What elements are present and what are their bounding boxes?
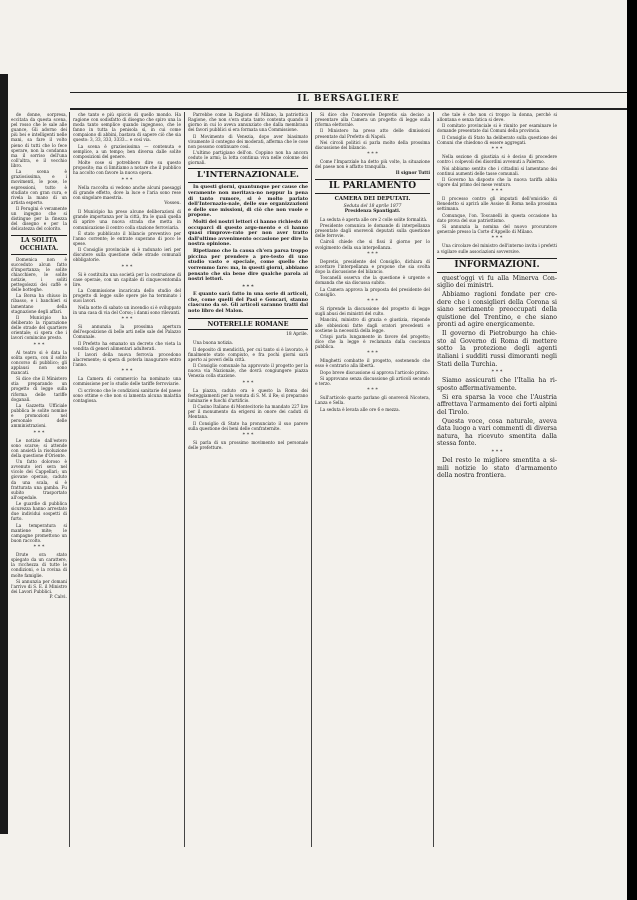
paragraph: In questi giorni, quantunque per cause che veramente non meritava-no neppur la pena di tanto rumore, si è molto parlato dell'Internazio-nale, delle sue organizzazioni e delle sue missioni, di ciò che non vuole e propone.: [188, 185, 308, 219]
paragraph: È stato pubblicato il bilancio preventivo per l'anno corrente; le entrate superano di poco le spese.: [73, 230, 181, 246]
paragraph: Si annunzia la nomina del nuovo procuratore generale presso la Corte d'Appello di Milano.: [437, 224, 557, 235]
column-1-block-2: [11, 257, 67, 458]
column-2-block-1: [73, 112, 181, 200]
column-1-block-3: [11, 459, 67, 594]
asterism-separator: * * *: [242, 283, 254, 290]
asterism-separator: * * *: [367, 151, 378, 158]
asterism-separator: * * *: [367, 250, 378, 257]
paragraph: Il Consiglio comunale ha approvato il progetto per la nuova via Nazionale, che dovrà congiungere piazza Venezia colla stazione.: [188, 363, 308, 379]
column-3: [188, 112, 308, 847]
paragraph: La scena è graziosissima — contenuta e semplice, a un tempo; ben diversa dalle solite composizioni del genere.: [73, 143, 181, 159]
paragraph: Ripetiamo che la causa ch'era parsa troppo piccina per prendere a pre-testo di uno studio vasto e speciale, come quello che vorremmo fare: ma, in questi giorni, abbiamo pensato che sia bene dire qualche parola ai nostri lettori.: [188, 249, 308, 283]
paragraph: Si dice che il Ministero stia preparando un progetto di legge sulla riforma delle tariffe doganali.: [11, 376, 67, 402]
column-5-block-1: [437, 112, 557, 254]
asterism-separator: * * *: [491, 369, 503, 376]
paragraph: Abbiamo ragioni fondate per cre-dere che i consiglieri della Corona si siano seriamente preoccupati della quistione del Trentino, e che siano pronti ad agire energicamente.: [437, 291, 557, 329]
paragraph: Ci scrivono che le condizioni sanitarie del paese sono ottime e che non si lamenta alcuna malattia contagiosa.: [73, 387, 181, 403]
column-2-signature: Vosseu.: [164, 201, 181, 207]
paragraph: Minghetti combatte il progetto, sostenendo che esso è contrario alla libertà.: [315, 358, 430, 369]
paragraph: Il Prefetto ha emanato un decreto che vieta la vendita di generi alimentari adulterati.: [73, 340, 181, 351]
paragraph: La Borsa ha chiuso in ribasso, e i banchieri si lamentano della stagnazione degli affari.: [11, 293, 67, 314]
section-heading-parlamento: IL PARLAMENTO: [315, 179, 430, 194]
paragraph: Drute ora stato spiegato da un carattere, la ricchezza di tutte le condizioni, e la rovina di molte famiglie.: [11, 552, 67, 578]
paragraph: Depretis, presidente del Consiglio, dichiara di accettare l'interpellanza e propone che sia svolta dopo la discussione del bilancio.: [315, 258, 430, 274]
paragraph: I lavori della nuova ferrovia procedono alacremente; si spera di poterla inaugurare entro l'anno.: [73, 351, 181, 368]
column-5: [437, 112, 557, 847]
paragraph: Il Governo ha disposto che la nuova tariffa abbia vigore dal primo del mese venturo.: [437, 176, 557, 187]
asterism-separator: * * *: [242, 379, 254, 386]
noterelle-date: 18 Aprile.: [286, 332, 308, 338]
paragraph: Parrebbe come la Ragione di Milano, la patriottica Ragione, che non s'era stata tanto contenta quando il giorno in cui lo aveva annunziato che dalla membrana dei favori pubblici si era formata una Commissione.: [188, 112, 308, 133]
asterism-separator: * * *: [121, 176, 133, 183]
paragraph: L'ultimo partigiano dell'on. Coppino non ha ancora ceduto le armi; la lotta continua viva nelle colonne dei giornali.: [188, 150, 308, 166]
section-heading-internazionale: L'INTERNAZIONALE.: [188, 168, 308, 183]
paragraph: Questa voce, cosa naturale, aveva data luogo a vari commenti di diversa natura, ha ricevuto smentita dalla stessa fonte.: [437, 417, 557, 448]
column-5-informazioni-block: [437, 275, 557, 480]
column-rule: [433, 112, 434, 847]
asterism-separator: * * *: [491, 449, 503, 456]
paragraph: Si parla di un prossimo movimento nel personale delle prefetture.: [188, 439, 308, 451]
asterism-separator: * * *: [121, 263, 133, 270]
paragraph: che tanto e più spiccio di quello mondo. Ha ragione con sodisfatto di disegno che spiro una la moda tanto semplice quando ingegnoso, che le fanno in tutta la penisola sì, in cui come compaiono di abbini, bastava di sapere ciò che sia questo: 3, 33, 333, 3333... e così via.: [73, 112, 181, 143]
running-head: IL BERSAGLIERE: [297, 94, 400, 104]
column-4: [315, 112, 430, 847]
paragraph: Una circolare del ministro dell'interno invita i prefetti a vigilare sulle associazioni sovversive.: [437, 243, 557, 254]
asterism-separator: * * *: [367, 350, 378, 357]
paragraph: Sull'articolo quarto parlano gli onorevoli Nicotera, Lanza e Sella.: [315, 395, 430, 406]
paragraph: Dopo breve discussione si approva l'articolo primo.: [320, 369, 429, 375]
paragraph: La Commissione incaricata dello studio del progetto di legge sulle opere pie ha terminato i suoi lavori.: [73, 288, 181, 304]
paragraph: Il Movimento di Venezia, dopo aver biasimato vivamente il contegno dei moderati, afferma che le cose non possono continuare così.: [188, 133, 308, 149]
paragraph: La seduta è aperta alle ore 2 colle solite formalità.: [320, 216, 428, 222]
column-2: [73, 112, 181, 847]
paragraph: Mancini, ministro di grazia e giustizia, risponde alle obbiezioni fatte dagli oratori precedenti e sostiene la necessità della legge.: [315, 317, 430, 333]
paragraph: Crispi parla lungamente in favore del progetto; dice che la legge è reclamata dalla coscienza pubblica.: [315, 333, 430, 350]
paragraph: Al teatro si è data la solita opera, con il solito concorso di pubblico; gli applausi non sono mancati.: [11, 349, 67, 375]
asterism-separator: * * *: [121, 316, 133, 323]
paragraph: Si era sparsa la voce che l'Austria affrettava l'armamento dei forti alpini del Tirolo.: [437, 393, 557, 416]
section-heading-noterelle: NOTERELLE ROMANE: [188, 318, 308, 330]
paragraph: che tale è che non ci troppo la donna, perchè si allontana e senza fatica si deve.: [437, 112, 557, 123]
paragraph: Si annunzia per domani l'arrivo di S. E. il Ministro dei Lavori Pubblici.: [11, 578, 67, 595]
paragraph: Comunque, l'on. Toscanelli in questa occasione ha dato prova del suo patriottismo.: [437, 212, 557, 223]
paragraph: Molti dei nostri lettori ci hanno richiesto di occuparci di questo argo-mento e ci hanno quasi rimprove-rato per non aver tratto dall'ultimo avvenimento occasione per dire la nostra opinione.: [188, 220, 308, 248]
column-4-signature: Il signor Tutti: [395, 170, 430, 176]
column-3-bold-block: [188, 185, 308, 314]
paragraph: Le guardie di pubblica sicurezza hanno arrestato due individui sospetti di furto.: [11, 501, 67, 522]
scan-border: [0, 74, 8, 834]
paragraph: Il Consiglio di Stato ha deliberato sulla questione dei Comuni che chiedono di essere aggregati.: [437, 134, 557, 145]
asterism-separator: * * *: [33, 341, 45, 348]
column-1: [11, 112, 67, 847]
paragraph: Il Perugini è veramente un ingegno che si distingue per la finezza del disegno e per la delicatezza del colorito.: [11, 206, 67, 232]
paragraph: Il Consiglio di Stato ha pronunciato il suo parere sulla questione dei beni delle confraternite.: [188, 420, 308, 431]
paragraph: Si è costituita una società per la costruzione di case operaie, con un capitale di cinquecentomila lire.: [73, 271, 181, 287]
asterism-separator: * * *: [491, 188, 503, 195]
column-1-block-1: [11, 112, 67, 232]
paragraph: Il Municipio ha deliberato la riparazione delle strade del quartiere orientale; si spera che i lavori comincino presto.: [11, 314, 67, 341]
paragraph: Noi abbiamo sentito che i cittadini si lamentano dei continui aumenti delle tasse comunali.: [437, 165, 557, 176]
paragraph: Si dice che l'onorevole Depretis sia deciso a presentare alla Camera un progetto di legge sulla riforma elettorale.: [315, 112, 430, 128]
paragraph: La temperatura si mantiene mite; le campagne promettono un buon raccolto.: [11, 522, 67, 543]
column-2-block-2: [73, 209, 181, 403]
paragraph: La scena è graziosissima, e i movimenti, le pose, le espressioni, tutto è studiato con gran cura, e rivela la mano di un artista esperto.: [11, 169, 67, 205]
asterism-separator: * * *: [367, 298, 378, 305]
asterism-separator: * * *: [491, 235, 503, 242]
section-subheading-camera: CAMERA DEI DEPUTATI.: [334, 195, 411, 202]
paragraph: La seduta è levata alle ore 6 e mezza.: [320, 406, 400, 412]
paragraph: Del resto le migliore smentita a si-mili notizie lo stato d'armamento della nostra frontiera.: [437, 457, 557, 480]
header-rule-bottom: [70, 108, 627, 110]
paragraph: Un fatto doloroso è avvenuto ieri sera nel vicolo dei Cappellari; un giovane operaio, caduto da una scala, si è fratturata una gamba. Fu subito trasportato all'ospedale.: [11, 459, 67, 500]
section-heading-occhiata: LA SOLITA OCCHIATA.: [11, 235, 67, 255]
paragraph: Nei circoli politici si parla molto della prossima discussione del bilancio.: [315, 139, 430, 150]
paragraph: La Camera approva la proposta del presidente del Consiglio.: [315, 286, 430, 297]
paragraph: Le notizie dall'estero sono scarse; si attende con ansietà la risoluzione della questione d'Oriente.: [11, 437, 67, 458]
paragraph: La Gazzetta Ufficiale pubblica le solite nomine e promozioni nel personale delle amministrazioni.: [11, 402, 67, 429]
paragraph: E quanto sarà fatto in una serie di articoli, che, come quelli del Pasi e Goncari, stanno ciascuno da sè. Gli articoli saranno tratti dal noto libro del Malon.: [188, 291, 308, 314]
column-4-block-1: [315, 112, 430, 169]
paragraph: Il Consiglio provinciale si è radunato ieri per discutere sulla questione delle strade comunali obbligatorie.: [73, 247, 181, 263]
asterism-separator: * * *: [121, 368, 133, 375]
paragraph: Il processo contro gli imputati dell'omicidio di Benedetto si aprirà alle Assise di Roma nella prossima settimana.: [437, 196, 557, 212]
asterism-separator: * * *: [242, 431, 254, 438]
asterism-separator: * * *: [367, 387, 378, 394]
column-1-signature: P. Calvi.: [49, 595, 67, 601]
asterism-separator: * * *: [33, 544, 45, 551]
session-president: Presidenza Spantigati.: [344, 209, 401, 215]
column-4-block-2: [315, 217, 430, 412]
paragraph: Toscanelli osserva che la questione è urgente e domanda che sia discussa subito.: [315, 275, 430, 286]
column-rule: [184, 112, 185, 847]
column-3-block-2: [188, 340, 308, 450]
column-rule: [69, 112, 70, 847]
paragraph: Si annunzia la prossima apertura dell'esposizione di belle arti nelle sale del Palazzo Comunale.: [73, 324, 181, 340]
paragraph: Il governo di Pietroburgo ha chie-sto al Governo di Roma di mettere sotto la protezione degli agenti italiani i sudditi russi dimoranti negli Stati della Turchia.: [437, 330, 557, 368]
paragraph: Si approvano senza discussione gli articoli secondo e terzo.: [315, 376, 430, 387]
paragraph: Il Municipio ha preso alcune deliberazioni di grande importanza per la città, fra le quali quella di aprire una nuova strada che metta in comunicazione il centro colla stazione ferroviaria.: [73, 209, 181, 230]
paragraph: Il comitato provinciale si è riunito per esaminare le domande presentate dai Comuni della provincia.: [437, 123, 557, 134]
paragraph: Molte cose si potrebbero dire su questo proposito; ma ci limitiamo a notare che il pubblico ha accolto con favore la nuova opera.: [73, 160, 181, 176]
paragraph: Come l'Imparziale ha detto più volte, la situazione del paese non è affatto tranquilla.: [315, 159, 430, 170]
paragraph: Presidente comunica le domande di interpellanza presentate dagli onorevoli deputati sulla questione delle ferrovie.: [315, 222, 430, 239]
paragraph: Domenica non è succeduto alcun fatto d'importanza; le solite chiacchiere, le solite notizie, i soliti pettegolezzi dei caffè e delle botteghe.: [11, 256, 67, 293]
column-3-block-1: [188, 112, 308, 165]
paragraph: Nella raccolta si vedono anche alcuni paesaggi di grande effetto, dove la luce e l'aria sono rese con singolare maestria.: [73, 184, 181, 200]
asterism-separator: * * *: [491, 146, 503, 153]
paragraph: Il Ministero ha preso atto delle dimissioni presentate dal Prefetto di Napoli.: [315, 128, 430, 139]
paragraph: La Camera di commercio ha nominato una commissione per lo studio delle tariffe ferroviarie.: [73, 376, 181, 387]
session-date: Seduta del 18 aprile 1877: [343, 203, 402, 209]
paragraph: Cairoli chiede che si fissi il giorno per lo svolgimento della sua interpellanza.: [315, 239, 430, 250]
paragraph: Una buona notizia.: [193, 340, 234, 346]
asterism-separator: * * *: [33, 429, 45, 436]
paragraph: quest'oggi vi fu alla Minerva Con-siglio dei ministri.: [437, 274, 557, 290]
paragraph: Nella sezione di giustizia si è deciso di procedere contro i colpevoli dei disordini avvenuti a Palermo.: [437, 154, 557, 165]
column-rule: [311, 112, 312, 847]
paragraph: de donne, sorpresa, eccitata da questa scena, pel rosso che le sale alle guance, Gli adorno dei più bei e intelligenti nelle mani, sa fare il volto pieno di tutti che lo fece sperare, non la condanna ma il sorriso dell'una coll'altra, e il vecchio libro.: [11, 112, 67, 168]
section-heading-informazioni: INFORMAZIONI.: [437, 258, 557, 273]
paragraph: Nella notte di sabato un incendio si è sviluppato in una casa di via del Corso; i danni sono rilevanti.: [73, 304, 181, 315]
paragraph: Il deposito di mendicità, per cui tanto si è lavorato, è finalmente stato compiuto, e fra pochi giorni sarà aperto ai poveri della città.: [188, 346, 308, 362]
paragraph: Si riprende la discussione del progetto di legge sugli abusi dei ministri del culto.: [315, 306, 430, 317]
paragraph: Siamo assicurati che l'Italia ha ri-sposto affermativamente.: [437, 377, 557, 392]
header-rule-top: [70, 92, 627, 93]
paragraph: La piazza, caduto ora è questo la Roma dei festeggiamenti per la venuta di S. M. il Re; si preparano luminarie e fuochi d'artificio.: [188, 387, 308, 403]
paragraph: Il Casino Italiano di Montecitorio ha mandato 227 lire per il monumento da erigersi in onore dei caduti di Mentana.: [188, 404, 308, 420]
